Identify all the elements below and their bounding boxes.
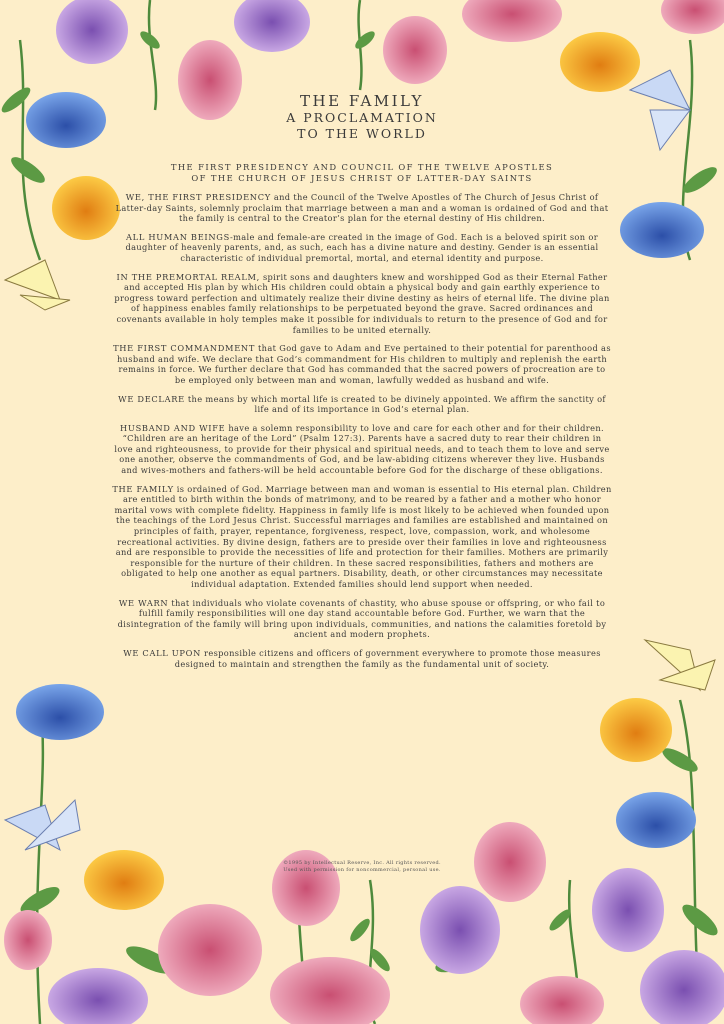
document-title: THE FAMILY <box>300 92 424 110</box>
paragraph-first-presidency: WE, THE FIRST PRESIDENCY and the Council of the Twelve Apostles of The Church of Jesus Christ of Latter-day Saints, solemnly proclaim that marriage between a man and a woman is ordained of God and that the family is central to the Creator’s plan for the eternal destiny of His children. <box>115 192 609 224</box>
paragraph-we-call-upon: WE CALL UPON responsible citizens and officers of government everywhere to promote those measures designed to maintain and strengthen the family as the fundamental unit of society. <box>123 647 601 669</box>
purple-flower-bottom-right <box>640 950 724 1024</box>
yellow-aster-bottom-left <box>84 850 164 910</box>
butterfly-left <box>5 260 70 310</box>
butterfly-top-right <box>630 70 690 150</box>
copyright-line-2: Used with permission for noncommercial, personal use. <box>283 866 441 873</box>
blue-aster-bottom-left <box>16 684 104 740</box>
paragraph-premortal-realm: IN THE PREMORTAL REALM, spirit sons and daughters knew and worshipped God as their Eternal Father and accepted His plan by which His children could obtain a physical body and gain earthly experience to progress toward perfection and ultimately realize their divine destiny as heirs of eternal life. The divine plan of happiness enables family relationships to be perpetuated beyond the grave. Sacred ordinances and covenants available in holy temples make it possible for individuals to return to the presence of God and for families to be united eternally. <box>114 271 610 335</box>
purple-tulip-top-left <box>56 0 128 64</box>
copyright-notice <box>212 860 512 873</box>
blue-aster-right <box>620 202 704 258</box>
pink-rose-top-right <box>661 0 724 34</box>
copyright-line-1: ©1995 by Intellectual Reserve, Inc. All rights reserved. <box>283 860 441 866</box>
pink-tulip-top-center <box>383 16 447 84</box>
pink-rose-top <box>462 0 562 42</box>
presidency-line-1: THE FIRST PRESIDENCY AND COUNCIL OF THE TWELVE APOSTLES <box>170 162 554 172</box>
paragraph-all-human-beings: ALL HUMAN BEINGS-male and female-are created in the image of God. Each is a beloved spirit son or daughter of heavenly parents, and, as such, each has a divine nature and destiny. Gender is an essential characteristic of individual premortal, mortal, and eternal identity and purpose. <box>125 231 599 263</box>
presidency-line-2: OF THE CHURCH OF JESUS CHRIST OF LATTER-DAY SAINTS <box>191 173 533 183</box>
butterfly-right <box>645 640 715 690</box>
paragraph-we-declare: WE DECLARE the means by which mortal life is created to be divinely appointed. We affirm the sanctity of life and of its importance in God’s eternal plan. <box>118 393 606 415</box>
pink-tulip-bottom-right <box>520 976 604 1024</box>
yellow-aster-bottom-right <box>600 698 672 762</box>
purple-tulip-bottom <box>420 886 500 974</box>
proclamation-text <box>112 92 612 677</box>
paragraph-the-family: THE FAMILY is ordained of God. Marriage between man and woman is essential to His eternal plan. Children are entitled to birth within the bonds of matrimony, and to be reared by a father and a mother who honor marital vows with complete fidelity. Happiness in family life is most likely to be achieved when founded upon the teachings of the Lord Jesus Christ. Successful marriages and families are established and maintained on principles of faith, prayer, repentance, forgiveness, respect, love, compassion, work, and wholesome recreational activities. By divine design, fathers are to preside over their families in love and righteousness and are responsible to provide the necessities of life and protection for their families. Mothers are primarily responsible for the nurture of their children. In these sacred responsibilities, fathers and mothers are obligated to help one another as equal partners. Disability, death, or other circumstances may necessitate individual adaptation. Extended families should lend support when needed. <box>112 483 612 589</box>
pink-rose-bottom-center <box>270 957 390 1024</box>
paragraph-husband-and-wife: HUSBAND AND WIFE have a solemn responsibility to love and care for each other and for their children. “Children are an heritage of the Lord” (Psalm 127:3). Parents have a sacred duty to rear their children in love and righteousness, to provide for their physical and spiritual needs, and to teach them to love and serve one another, observe the commandments of God, and be law-abiding citizens wherever they live. Husbands and wives-mothers and fathers-will be held accountable before God for the discharge of these obligations. <box>114 422 610 476</box>
pink-rose-bottom <box>158 904 262 996</box>
blue-aster-bottom-right <box>616 792 696 848</box>
paragraph-first-commandment: THE FIRST COMMANDMENT that God gave to Adam and Eve pertained to their potential for parenthood as husband and wife. We declare that God’s commandment for His children to multiply and replenish the earth remains in force. We further declare that God has commanded that the sacred powers of procreation are to be employed only between man and woman, lawfully wedded as husband and wife. <box>113 343 611 385</box>
purple-tulip-bottom-right <box>592 868 664 952</box>
butterfly-bottom-left <box>5 800 80 850</box>
yellow-aster-left <box>52 176 120 240</box>
pink-tulip-bottom-left <box>4 910 52 970</box>
yellow-aster-top-right <box>560 32 640 92</box>
document-subtitle-1: A PROCLAMATION <box>286 110 438 125</box>
presidency-heading <box>112 162 612 184</box>
blue-aster-left <box>26 92 106 148</box>
paragraph-we-warn: WE WARN that individuals who violate covenants of chastity, who abuse spouse or offspring, or who fail to fulfill family responsibilities will one day stand accountable before God. Further, we warn that the disintegration of the family will bring upon individuals, communities, and nations the calamities foretold by ancient and modern prophets. <box>117 597 607 640</box>
document-subtitle-2: TO THE WORLD <box>297 126 427 141</box>
purple-flower-bottom-left <box>48 968 148 1024</box>
purple-tulip-top <box>234 0 310 52</box>
